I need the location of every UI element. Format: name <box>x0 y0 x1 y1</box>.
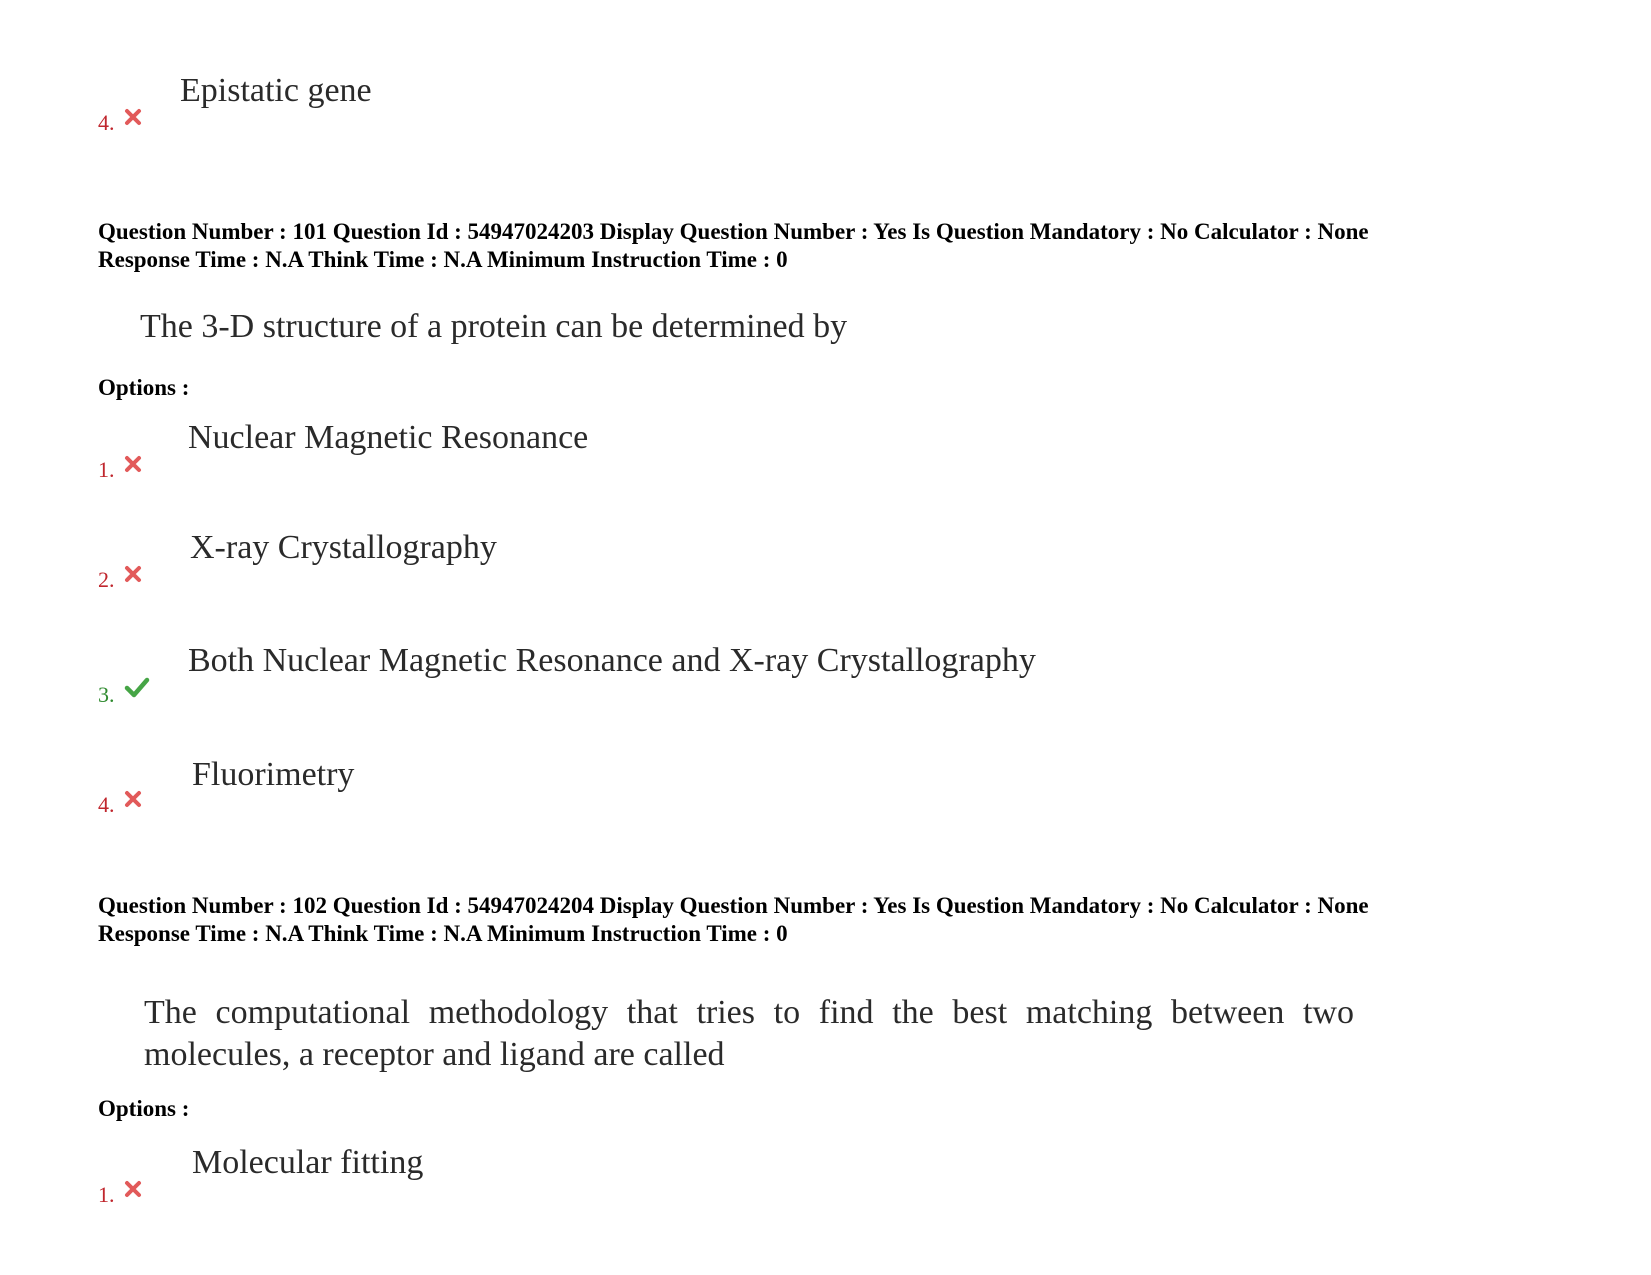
cross-icon <box>124 108 146 130</box>
question-meta-line2: Response Time : N.A Think Time : N.A Minimum Instruction Time : 0 <box>98 247 788 272</box>
option-number: 3. <box>98 682 115 707</box>
question-text <box>144 992 1354 1076</box>
option-text: Both Nuclear Magnetic Resonance and X-ray Crystallography <box>188 642 1036 679</box>
option-number: 2. <box>98 567 115 592</box>
cross-icon <box>124 455 146 477</box>
options-label: Options : <box>98 375 190 400</box>
option-text: X-ray Crystallography <box>190 529 497 566</box>
question-meta-line1: Question Number : 101 Question Id : 54947024203 Display Question Number : Yes Is Question Mandatory : No Calculator : None <box>98 219 1369 244</box>
option-number: 1. <box>98 457 115 482</box>
question-meta-line1: Question Number : 102 Question Id : 54947024204 Display Question Number : Yes Is Question Mandatory : No Calculator : None <box>98 893 1369 918</box>
question-text-line1: The computational methodology that tries to find the best matching between two <box>144 994 1354 1031</box>
option-4 <box>0 750 1651 840</box>
question-meta-line2: Response Time : N.A Think Time : N.A Minimum Instruction Time : 0 <box>98 921 788 946</box>
question-meta <box>98 218 1369 274</box>
check-icon <box>124 676 150 698</box>
question-text-line2: molecules, a receptor and ligand are called <box>144 1036 725 1073</box>
cross-icon <box>124 1180 146 1202</box>
option-text: Fluorimetry <box>192 756 355 793</box>
prev-option-4 <box>0 70 1651 160</box>
cross-icon <box>124 790 146 812</box>
option-1 <box>0 1140 1651 1230</box>
option-text: Nuclear Magnetic Resonance <box>188 419 589 456</box>
question-meta <box>98 892 1369 948</box>
question-text: The 3-D structure of a protein can be determined by <box>140 308 848 345</box>
option-number: 1. <box>98 1182 115 1207</box>
option-3 <box>0 640 1651 730</box>
option-1 <box>0 415 1651 505</box>
option-text: Epistatic gene <box>180 72 372 109</box>
option-number: 4. <box>98 110 115 135</box>
option-2 <box>0 525 1651 615</box>
options-label: Options : <box>98 1096 190 1121</box>
cross-icon <box>124 565 146 587</box>
option-number: 4. <box>98 792 115 817</box>
option-text: Molecular fitting <box>192 1144 424 1181</box>
